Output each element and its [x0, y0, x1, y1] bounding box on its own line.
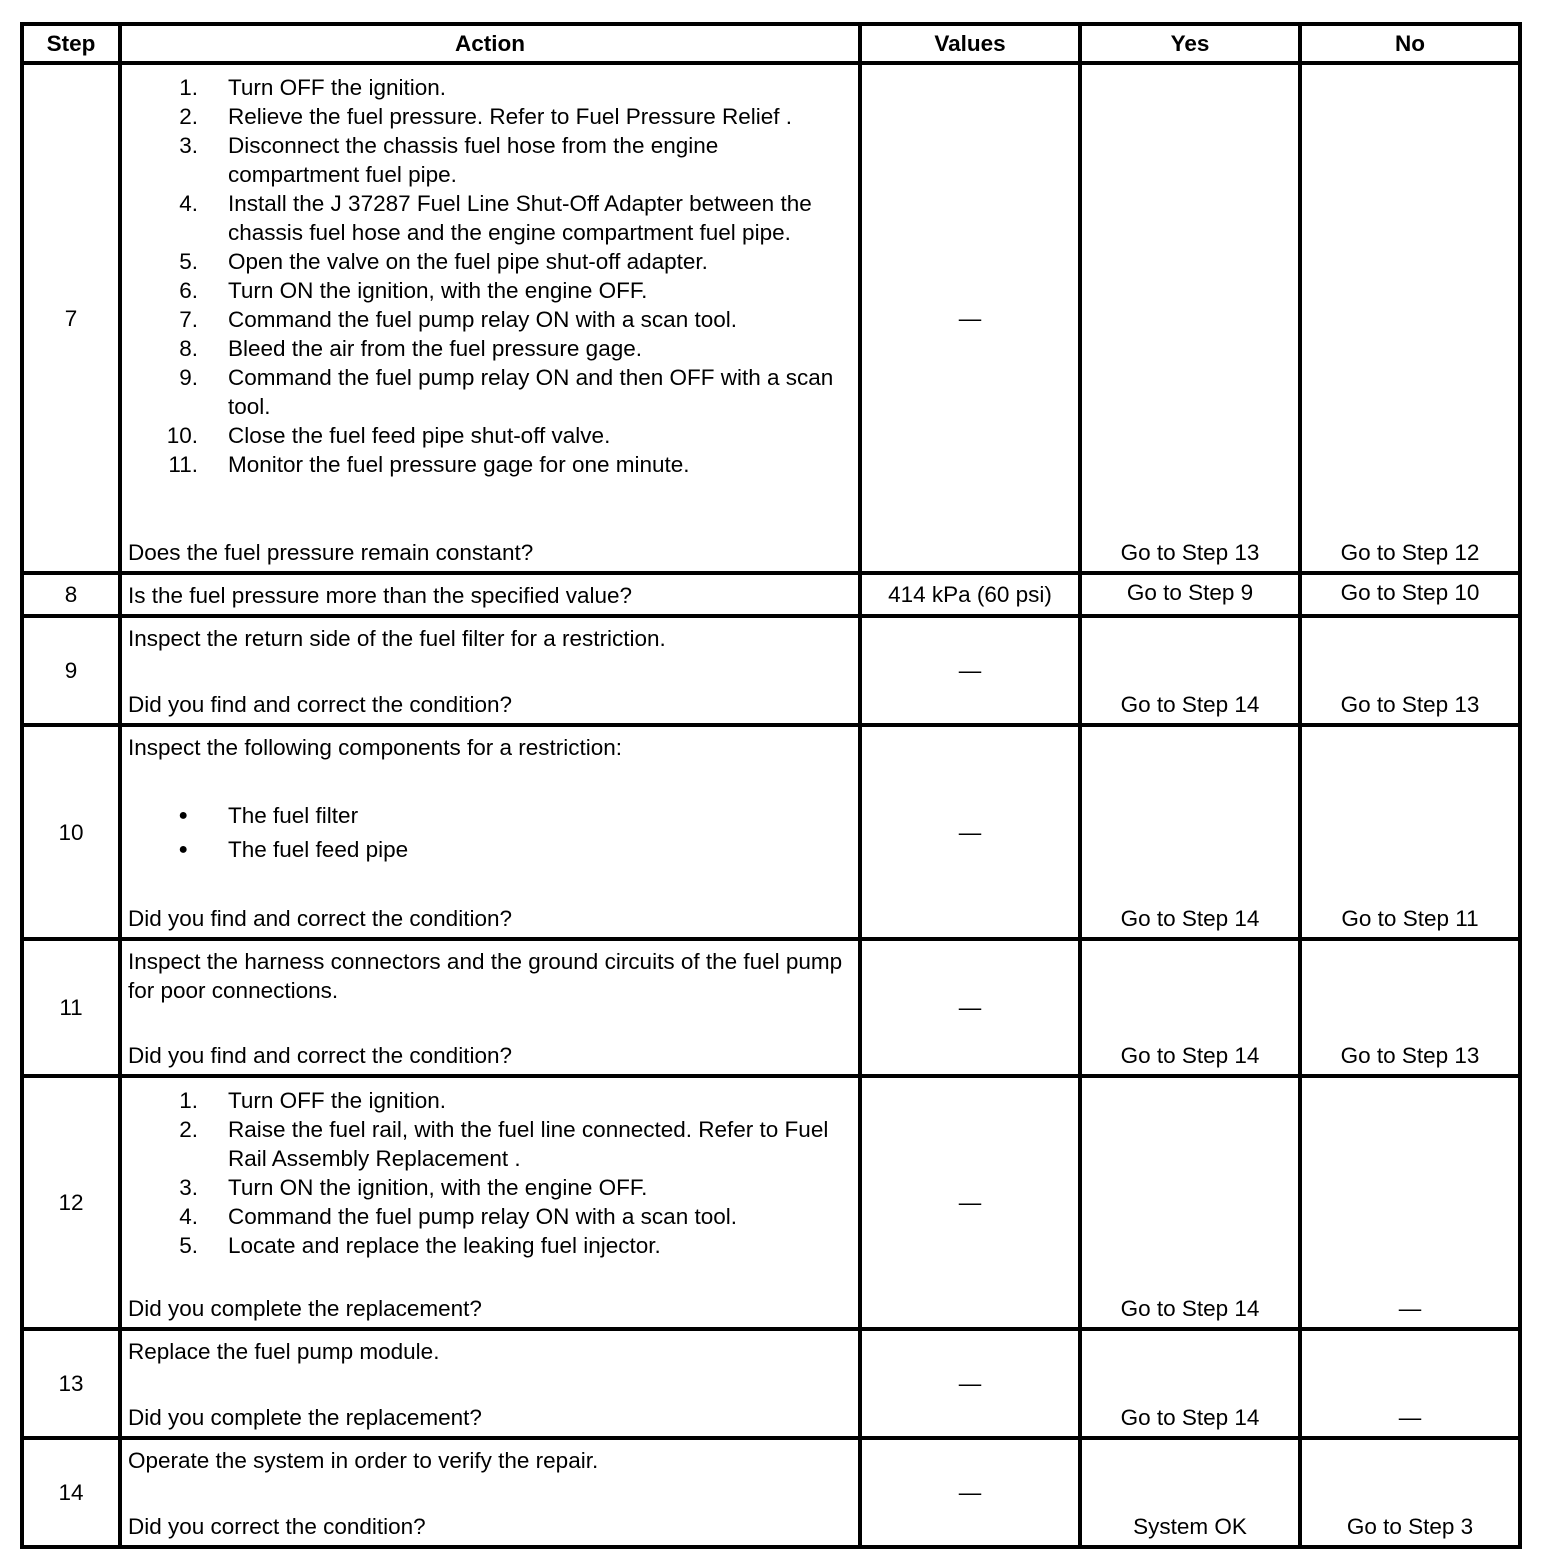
procedure-item: [128, 450, 854, 479]
yes-cell: Go to Step 14: [1080, 939, 1300, 1076]
header-action: Action: [120, 24, 860, 63]
component-item-text: The fuel feed pipe: [228, 837, 409, 862]
procedure-item: [128, 305, 854, 334]
procedure-item: [128, 363, 854, 421]
table-row: [22, 939, 1520, 1076]
component-list: [128, 799, 854, 867]
step-cell: 11: [22, 939, 120, 1076]
component-item: [128, 799, 854, 833]
procedure-item-number: 5.: [179, 1233, 198, 1258]
action-question: Did you find and correct the condition?: [128, 906, 512, 931]
header-values: Values: [860, 24, 1080, 63]
header-yes: Yes: [1080, 24, 1300, 63]
action-cell: [120, 939, 860, 1076]
procedure-item-text: Bleed the air from the fuel pressure gage.: [228, 336, 642, 361]
table-row: [22, 63, 1520, 573]
procedure-item-text: Locate and replace the leaking fuel injector.: [228, 1233, 661, 1258]
action-cell: [120, 1438, 860, 1547]
no-cell: Go to Step 13: [1300, 939, 1520, 1076]
yes-cell: Go to Step 14: [1080, 1076, 1300, 1329]
values-cell: —: [860, 1438, 1080, 1547]
bullet-icon: ●: [178, 807, 188, 824]
procedure-item-text: Monitor the fuel pressure gage for one minute.: [228, 452, 690, 477]
table-row: [22, 616, 1520, 725]
no-cell: Go to Step 11: [1300, 725, 1520, 939]
step-cell: 7: [22, 63, 120, 573]
procedure-item-number: 11.: [168, 452, 198, 477]
procedure-item: [128, 247, 854, 276]
procedure-item: [128, 1086, 854, 1115]
procedure-item-number: 4.: [179, 1204, 198, 1229]
action-cell: [120, 616, 860, 725]
no-cell: Go to Step 13: [1300, 616, 1520, 725]
procedure-item-number: 5.: [179, 249, 198, 274]
values-cell: —: [860, 63, 1080, 573]
yes-cell: Go to Step 14: [1080, 616, 1300, 725]
procedure-item: [128, 1231, 854, 1260]
values-cell: —: [860, 1076, 1080, 1329]
no-cell: —: [1300, 1329, 1520, 1438]
procedure-item-number: 2.: [179, 1117, 198, 1142]
procedure-item-number: 7.: [179, 307, 198, 332]
header-step: Step: [22, 24, 120, 63]
yes-cell: Go to Step 13: [1080, 63, 1300, 573]
values-cell: 414 kPa (60 psi): [860, 573, 1080, 616]
procedure-item-text: Turn OFF the ignition.: [228, 1088, 447, 1113]
header-row: [22, 24, 1520, 63]
procedure-item-number: 4.: [179, 191, 198, 216]
procedure-item-number: 10.: [166, 423, 198, 448]
procedure-item-number: 1.: [179, 1088, 198, 1113]
table-row: [22, 1076, 1520, 1329]
no-cell: —: [1300, 1076, 1520, 1329]
action-instruction: Inspect the return side of the fuel filter for a restriction.: [128, 626, 666, 651]
component-item-text: The fuel filter: [228, 803, 359, 828]
yes-cell: System OK: [1080, 1438, 1300, 1547]
bullet-icon: ●: [178, 841, 188, 858]
step-cell: 13: [22, 1329, 120, 1438]
no-cell: Go to Step 10: [1300, 573, 1520, 616]
action-cell: [120, 63, 860, 573]
action-cell: [120, 725, 860, 939]
procedure-item: [128, 131, 854, 189]
action-question: Did you complete the replacement?: [128, 1405, 482, 1430]
procedure-item: [128, 102, 854, 131]
procedure-item-text: Raise the fuel rail, with the fuel line connected. Refer to Fuel Rail Assembly Replacement .: [228, 1117, 829, 1171]
action-cell: [120, 1076, 860, 1329]
action-cell: [120, 573, 860, 616]
step-cell: 12: [22, 1076, 120, 1329]
procedure-item-text: Turn ON the ignition, with the engine OFF.: [228, 1175, 648, 1200]
header-no: No: [1300, 24, 1520, 63]
procedure-item: [128, 334, 854, 363]
table-row: [22, 1329, 1520, 1438]
procedure-item-text: Relieve the fuel pressure. Refer to Fuel Pressure Relief .: [228, 104, 793, 129]
component-item: [128, 833, 854, 867]
yes-cell: Go to Step 14: [1080, 725, 1300, 939]
action-instruction: Inspect the following components for a restriction:: [128, 735, 623, 760]
yes-cell: Go to Step 14: [1080, 1329, 1300, 1438]
procedure-list: [128, 73, 854, 479]
procedure-list: [128, 1086, 854, 1260]
procedure-item-number: 3.: [179, 133, 198, 158]
yes-cell: Go to Step 9: [1080, 573, 1300, 616]
procedure-item: [128, 189, 854, 247]
procedure-item-text: Command the fuel pump relay ON and then OFF with a scan tool.: [228, 365, 834, 419]
step-cell: 10: [22, 725, 120, 939]
action-question: Is the fuel pressure more than the specified value?: [128, 583, 633, 608]
diagnostic-table: [20, 22, 1522, 1549]
action-cell: [120, 1329, 860, 1438]
procedure-item-number: 6.: [179, 278, 198, 303]
procedure-item-number: 1.: [179, 75, 198, 100]
procedure-item: [128, 1115, 854, 1173]
procedure-item-number: 9.: [179, 365, 198, 390]
step-cell: 14: [22, 1438, 120, 1547]
table-body: [22, 63, 1520, 1547]
values-cell: —: [860, 725, 1080, 939]
procedure-item-text: Disconnect the chassis fuel hose from the engine compartment fuel pipe.: [228, 133, 719, 187]
action-question: Did you find and correct the condition?: [128, 692, 512, 717]
procedure-item-text: Turn ON the ignition, with the engine OFF.: [228, 278, 648, 303]
step-cell: 8: [22, 573, 120, 616]
procedure-item-number: 2.: [179, 104, 198, 129]
procedure-item: [128, 1173, 854, 1202]
no-cell: Go to Step 3: [1300, 1438, 1520, 1547]
action-instruction: Inspect the harness connectors and the ground circuits of the fuel pump for poor connections.: [128, 949, 843, 1003]
procedure-item-text: Close the fuel feed pipe shut-off valve.: [228, 423, 611, 448]
action-question: Does the fuel pressure remain constant?: [128, 540, 534, 565]
action-question: Did you complete the replacement?: [128, 1296, 482, 1321]
procedure-item-number: 3.: [179, 1175, 198, 1200]
values-cell: —: [860, 616, 1080, 725]
procedure-item: [128, 276, 854, 305]
no-cell: Go to Step 12: [1300, 63, 1520, 573]
procedure-item: [128, 1202, 854, 1231]
procedure-item-text: Turn OFF the ignition.: [228, 75, 447, 100]
procedure-item-text: Command the fuel pump relay ON with a scan tool.: [228, 1204, 737, 1229]
values-cell: —: [860, 1329, 1080, 1438]
action-instruction: Replace the fuel pump module.: [128, 1339, 440, 1364]
table-row: [22, 725, 1520, 939]
procedure-item: [128, 421, 854, 450]
procedure-item-text: Open the valve on the fuel pipe shut-off adapter.: [228, 249, 708, 274]
procedure-item: [128, 73, 854, 102]
procedure-item-text: Command the fuel pump relay ON with a scan tool.: [228, 307, 737, 332]
action-question: Did you find and correct the condition?: [128, 1043, 512, 1068]
table-row: [22, 573, 1520, 616]
action-question: Did you correct the condition?: [128, 1514, 426, 1539]
procedure-item-text: Install the J 37287 Fuel Line Shut-Off Adapter between the chassis fuel hose and the engine compartment fuel pipe.: [228, 191, 812, 245]
values-cell: —: [860, 939, 1080, 1076]
table-row: [22, 1438, 1520, 1547]
action-instruction: Operate the system in order to verify the repair.: [128, 1448, 599, 1473]
step-cell: 9: [22, 616, 120, 725]
procedure-item-number: 8.: [179, 336, 198, 361]
